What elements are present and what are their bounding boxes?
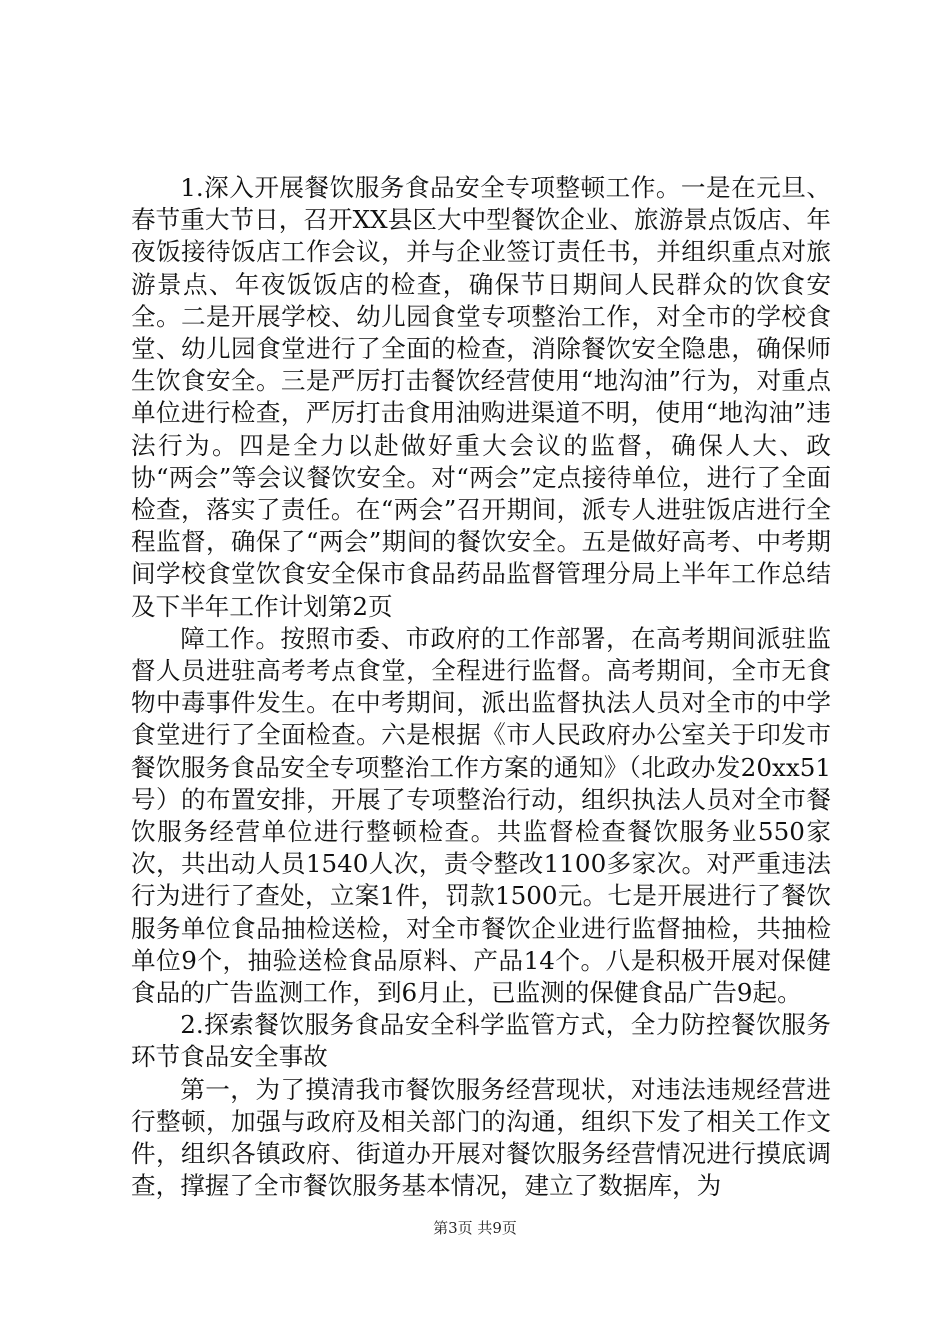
page-footer: 第3页 共9页 <box>433 1219 517 1237</box>
paragraph-1: 1.深入开展餐饮服务食品安全专项整顿工作。一是在元旦、春节重大节日，召开XX县区大中型餐饮企业、旅游景点饭店、年夜饭接待饭店工作会议，并与企业签订责任书，并组织重点对旅游景点、年夜饭饭店的检查，确保节日期间人民群众的饮食安全。二是开展学校、幼儿园食堂专项整治工作，对全市的学校食堂、幼儿园食堂进行了全面的检查，消除餐饮安全隐患，确保师生饮食安全。三是严厉打击餐饮经营使用“地沟油”行为，对重点单位进行检查，严厉打击食用油购进渠道不明，使用“地沟油”违法行为。四是全力以赴做好重大会议的监督，确保人大、政协“两会”等会议餐饮安全。对“两会”定点接待单位，进行了全面检查，落实了责任。在“两会”召开期间，派专人进驻饭店进行全程监督，确保了“两会”期间的餐饮安全。五是做好高考、中考期间学校食堂饮食安全保市食品药品监督管理分局上半年工作总结及下半年工作计划第2页 <box>131 173 831 621</box>
body-text <box>131 172 831 1203</box>
paragraph-4: 第一，为了摸清我市餐饮服务经营现状，对违法违规经营进行整顿，加强与政府及相关部门的沟通，组织下发了相关工作文件，组织各镇政府、街道办开展对餐饮服务经营情况进行摸底调查，撑握了全市餐饮服务基本情况，建立了数据库，为 <box>131 1074 831 1201</box>
paragraph-3: 2.探索餐饮服务食品安全科学监管方式，全力防控餐饮服务环节食品安全事故 <box>131 1010 831 1072</box>
paragraph-2: 障工作。按照市委、市政府的工作部署，在高考期间派驻监督人员进驻高考考点食堂，全程进行监督。高考期间，全市无食物中毒事件发生。在中考期间，派出监督执法人员对全市的中学食堂进行了全面检查。六是根据《市人民政府办公室关于印发市餐饮服务食品安全专项整治工作方案的通知》（北政办发20xx51号）的布置安排，开展了专项整治行动，组织执法人员对全市餐饮服务经营单位进行整顿检查。共监督检查餐饮服务业550家次，共出动人员1540人次，责令整改1100多家次。对严重违法行为进行了查处，立案1件，罚款1500元。七是开展进行了餐饮服务单位食品抽检送检，对全市餐饮企业进行监督抽检，共抽检单位9个，抽验送检食品原料、产品14个。八是积极开展对保健食品的广告监测工作，到6月止，已监测的保健食品广告9起。 <box>131 623 831 1008</box>
